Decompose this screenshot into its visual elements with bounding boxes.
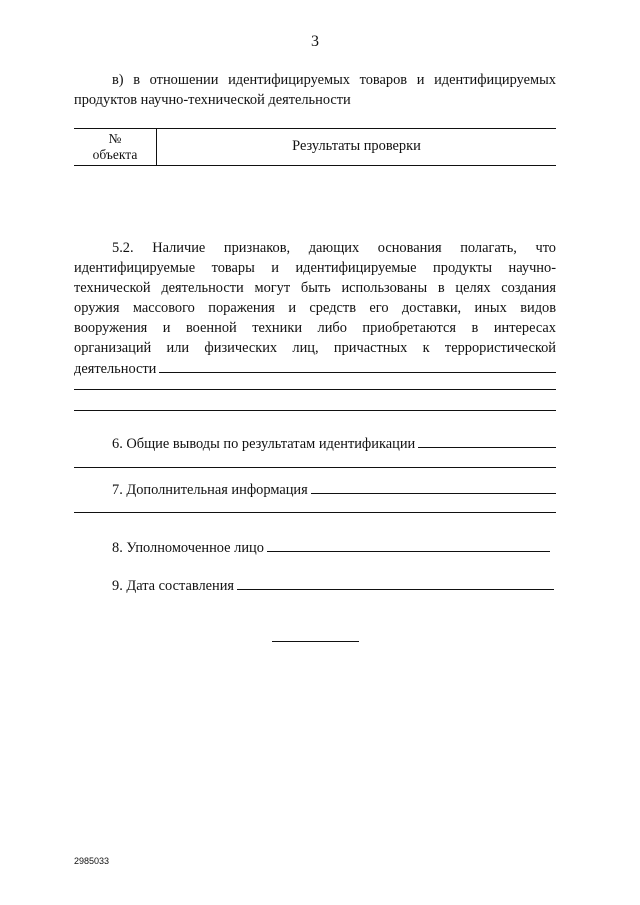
item-5-2-last-label: деятельности	[74, 361, 157, 377]
item-5-2-blank-line[interactable]	[74, 389, 556, 390]
section-v-line: в) в отношении идентифицируемых товаров и идентифицируемых	[112, 72, 556, 88]
item-5-2-line: оружия массового поражения и средств его доставки, иных видов	[74, 300, 556, 316]
item-5-2-blank-line[interactable]	[74, 410, 556, 411]
footer-code: 2985033	[74, 856, 110, 866]
item-6	[112, 433, 556, 454]
item-7-blank-line[interactable]	[74, 512, 556, 513]
results-header: Результаты проверки	[292, 138, 421, 154]
item-5-2-fill-line	[74, 358, 556, 379]
results-table	[74, 128, 556, 166]
item-6-label: 6. Общие выводы по результатам идентификации	[112, 436, 416, 452]
section-v-line: продуктов научно-технической деятельности	[74, 92, 351, 108]
item-5-2-line: 5.2. Наличие признаков, дающих основания полагать, что	[112, 240, 556, 256]
item-5-2	[74, 238, 556, 358]
item-9-label: 9. Дата составления	[112, 578, 235, 594]
section-v	[74, 70, 556, 110]
item-5-2-line: вооружения и военной техники либо приобретаются в интересах	[74, 320, 556, 336]
item-5-2-line: идентифицируемые товары и идентифицируемые продукты научно-	[74, 260, 556, 276]
item-8-label: 8. Уполномоченное лицо	[112, 540, 264, 556]
item-9	[112, 575, 554, 596]
item-7	[112, 479, 556, 500]
item-7-label: 7. Дополнительная информация	[112, 482, 308, 498]
item-8-blank[interactable]	[267, 537, 550, 552]
item-9-blank[interactable]	[237, 575, 554, 590]
item-6-blank-line[interactable]	[74, 467, 556, 468]
item-7-blank[interactable]	[311, 479, 556, 494]
item-6-blank[interactable]	[418, 433, 556, 448]
page-number: 3	[311, 33, 319, 50]
item-8	[112, 537, 550, 558]
object-number-header: № объекта	[92, 131, 138, 162]
item-5-2-line: технической деятельности могут быть использованы в целях создания	[74, 280, 556, 296]
item-5-2-blank[interactable]	[159, 358, 556, 373]
item-5-2-line: организаций или физических лиц, причастных к террористической	[74, 340, 556, 356]
end-separator	[272, 641, 359, 642]
